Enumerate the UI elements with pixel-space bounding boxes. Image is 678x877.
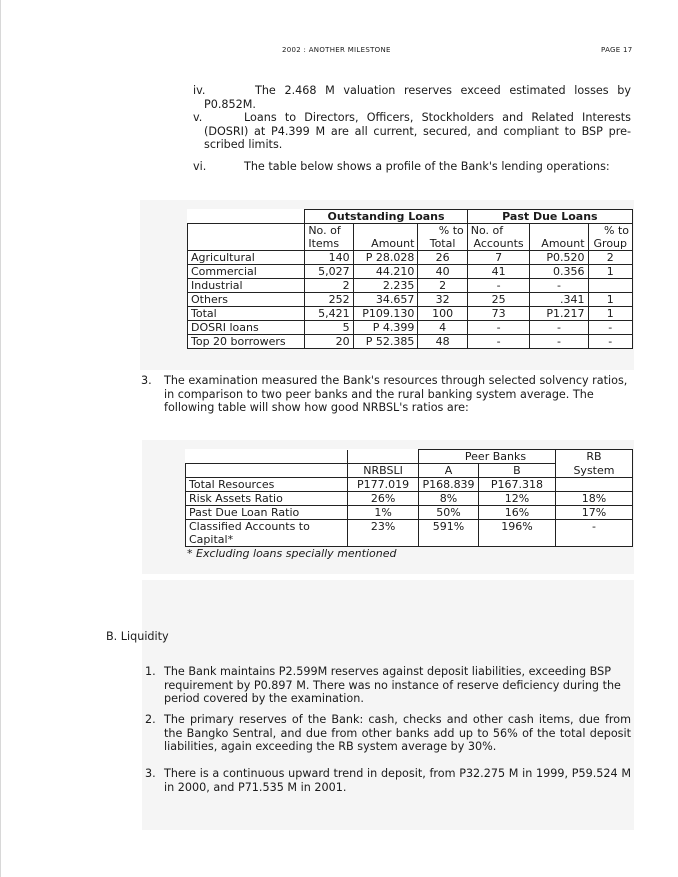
cell-rb: - [555,520,632,547]
cell-accounts: 25 [467,293,530,307]
col-header: Amount [353,237,418,251]
cell-pd-amount: - [530,321,588,335]
lending-operations-table [187,209,633,349]
table-row [188,279,633,293]
col-header: No. of [467,224,530,238]
list-text: The Bank maintains P2.599M reserves against deposit liabilities, exceeding BSP requirement by P0.897 M. There was no instance of reserve deficiency during the period covered by the examination. [164,665,621,706]
cell-items: 5,421 [305,307,353,321]
list-number: 2. [145,713,156,726]
list-number: iv. [193,84,206,97]
cell-pct: 32 [418,293,467,307]
cell-pd-amount: 0.356 [530,265,588,279]
row-label: Classified Accounts to Capital* [186,520,348,547]
cell-b: 196% [478,520,555,547]
list-number: 1. [145,665,156,678]
cell-nrbsli: 23% [348,520,419,547]
row-label: Others [188,293,305,307]
col-header: Items [305,237,353,251]
col-header [530,224,588,238]
cell-items: 20 [305,335,353,349]
liquidity-item-3 [145,767,631,794]
col-header: % to [418,224,467,238]
list-text: There is a continuous upward trend in deposit, from P32.275 M in 1999, P59.524 M in 2000, and P71.535 M in 2001. [164,767,631,794]
row-label: DOSRI loans [188,321,305,335]
cell-pd-amount: P1.217 [530,307,588,321]
list-item-iv [193,84,631,111]
cell-a: 8% [419,492,479,506]
list-text: The table below shows a profile of the Bank's lending operations: [244,160,610,173]
col-header: % to [588,224,632,238]
table-row [188,251,633,265]
list-text: Loans to Directors, Officers, Stockholders and Related Interests (DOSRI) at P4.399 M are all current, secured, and compliant to BSP pre-scribed limits. [204,111,631,152]
rb-header: RB [555,450,632,464]
cell-rb: 17% [555,506,632,520]
table-corner [188,210,305,224]
table-corner [186,450,348,464]
cell-pd-pct: 1 [588,307,632,321]
table-row [186,478,633,492]
cell-items: 2 [305,279,353,293]
list-number: vi. [193,160,207,173]
list-number: 3. [145,767,156,780]
page-edge-line [0,0,1,877]
cell-amount: P109.130 [353,307,418,321]
section-heading-liquidity: B. Liquidity [106,630,169,643]
solvency-ratio-table [185,449,633,547]
row-label: Agricultural [188,251,305,265]
list-number: 3. [141,374,152,387]
table-row [186,506,633,520]
col-header: Total [418,237,467,251]
cell-pct: 2 [418,279,467,293]
cell-accounts: 7 [467,251,530,265]
cell-nrbsli: P177.019 [348,478,419,492]
row-label: Commercial [188,265,305,279]
cell-amount: P 28.028 [353,251,418,265]
cell-pd-pct: 2 [588,251,632,265]
cell-items: 5 [305,321,353,335]
rb-header: System [555,464,632,478]
cell-items: 252 [305,293,353,307]
cell-amount: P 52.385 [353,335,418,349]
peer-banks-header: Peer Banks [419,450,556,464]
row-label: Past Due Loan Ratio [186,506,348,520]
page-number: PAGE 17 [601,46,633,54]
cell-accounts: 41 [467,265,530,279]
cell-a: P168.839 [419,478,479,492]
table-row [186,492,633,506]
cell-accounts: 73 [467,307,530,321]
cell-accounts: - [467,335,530,349]
cell-amount: P 4.399 [353,321,418,335]
row-label: Industrial [188,279,305,293]
cell-pct: 4 [418,321,467,335]
cell-accounts: - [467,279,530,293]
col-header [353,224,418,238]
cell-items: 5,027 [305,265,353,279]
list-text: The primary reserves of the Bank: cash, checks and other cash items, due from the Bangko Sentral, and due from other banks add up to 56% of the total deposit liabilities, again exceeding the RB system average by 30%. [164,713,631,754]
table-label-header [188,224,305,251]
cell-pct: 26 [418,251,467,265]
cell-b: 16% [478,506,555,520]
row-label: Total Resources [186,478,348,492]
list-item-v [193,111,631,152]
col-header: Group [588,237,632,251]
cell-pd-pct: - [588,321,632,335]
cell-rb [555,478,632,492]
col-header-b: B [478,464,555,478]
table-row [186,520,633,547]
cell-accounts: - [467,321,530,335]
cell-pd-pct: - [588,335,632,349]
cell-pd-amount: P0.520 [530,251,588,265]
table-row [188,293,633,307]
col-header-nrbsli: NRBSLI [348,464,419,478]
table-footnote: * Excluding loans specially mentioned [187,547,397,560]
cell-a: 591% [419,520,479,547]
cell-pd-pct: 1 [588,265,632,279]
cell-b: 12% [478,492,555,506]
row-label: Risk Assets Ratio [186,492,348,506]
running-header-title: 2002 : ANOTHER MILESTONE [282,46,391,54]
cell-a: 50% [419,506,479,520]
cell-items: 140 [305,251,353,265]
cell-amount: 34.657 [353,293,418,307]
cell-pd-amount: .341 [530,293,588,307]
liquidity-item-2 [145,713,631,754]
table-label-header [186,464,348,478]
cell-b: P167.318 [478,478,555,492]
liquidity-item-1 [145,665,631,706]
col-header: Amount [530,237,588,251]
col-header: Accounts [467,237,530,251]
table-row [188,335,633,349]
cell-nrbsli: 26% [348,492,419,506]
list-item-vi [193,160,631,174]
cell-pct: 100 [418,307,467,321]
list-text: The examination measured the Bank's resources through selected solvency ratios, in comparison to two peer banks and the rural banking system average. The following table will show how good NRBSL's ratios are: [164,374,628,415]
row-label: Top 20 borrowers [188,335,305,349]
table-row [188,321,633,335]
col-header-a: A [419,464,479,478]
cell-pd-pct: 1 [588,293,632,307]
list-item-3 [141,374,631,415]
table-corner [348,450,419,464]
cell-pd-pct [588,279,632,293]
cell-nrbsli: 1% [348,506,419,520]
cell-amount: 44.210 [353,265,418,279]
list-number: v. [193,111,203,124]
cell-pct: 48 [418,335,467,349]
table-row [188,307,633,321]
cell-pct: 40 [418,265,467,279]
group-header-outstanding: Outstanding Loans [305,210,467,224]
cell-pd-amount: - [530,279,588,293]
group-header-past-due: Past Due Loans [467,210,632,224]
list-text: The 2.468 M valuation reserves exceed estimated losses by P0.852M. [204,84,631,111]
row-label: Total [188,307,305,321]
table-row [188,265,633,279]
cell-rb: 18% [555,492,632,506]
cell-pd-amount: - [530,335,588,349]
col-header: No. of [305,224,353,238]
cell-amount: 2.235 [353,279,418,293]
